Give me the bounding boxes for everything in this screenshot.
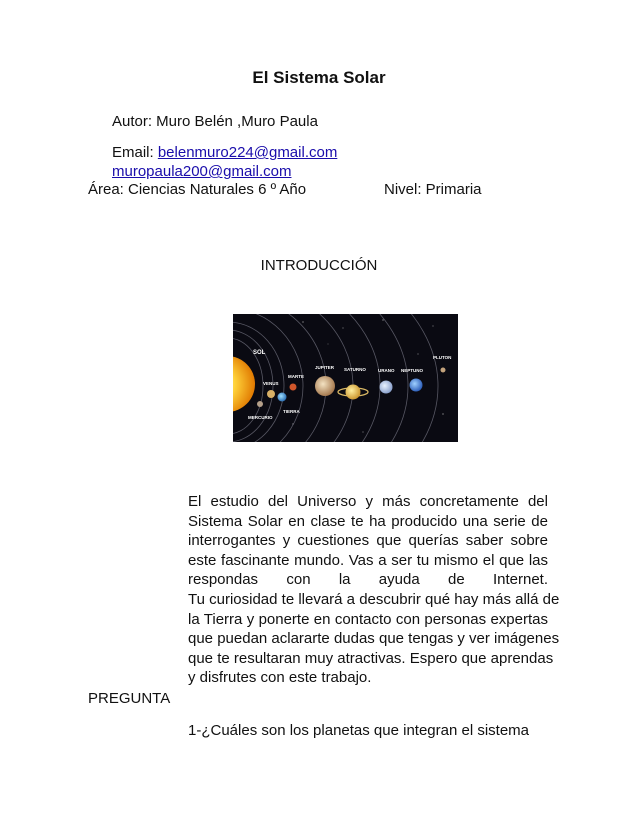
jupiter bbox=[315, 376, 335, 396]
author-line: Autor: Muro Belén ,Muro Paula bbox=[112, 113, 318, 130]
intro-line: respondas con la ayuda de Internet. bbox=[188, 571, 548, 589]
email-link-2[interactable]: muropaula200@gmail.com bbox=[112, 163, 292, 180]
mars bbox=[290, 384, 297, 391]
uranus bbox=[380, 381, 393, 394]
saturn bbox=[346, 385, 361, 400]
earth bbox=[278, 393, 287, 402]
intro-line: y disfrutes con este trabajo. bbox=[188, 669, 372, 687]
intro-paragraph bbox=[188, 492, 560, 688]
pregunta-label: PREGUNTA bbox=[88, 690, 171, 707]
label-marte: MARTE bbox=[288, 374, 304, 379]
label-venus: VENUS bbox=[263, 381, 279, 386]
label-pluton: PLUTON bbox=[433, 355, 452, 360]
venus bbox=[267, 390, 275, 398]
mercury bbox=[257, 401, 263, 407]
email-link-1[interactable]: belenmuro224@gmail.com bbox=[157, 144, 338, 161]
label-tierra: TIERRA bbox=[283, 409, 300, 414]
document-title: El Sistema Solar bbox=[252, 68, 386, 87]
intro-line: la Tierra y ponerte en contacto con personas expertas bbox=[188, 610, 548, 628]
neptune bbox=[410, 379, 423, 392]
label-jupiter: JUPITER bbox=[315, 365, 335, 370]
intro-line: El estudio del Universo y más concretamente del bbox=[188, 493, 548, 510]
intro-line: Sistema Solar en clase te ha producido una serie de bbox=[188, 512, 548, 530]
email-line bbox=[112, 144, 337, 161]
pluto bbox=[441, 368, 446, 373]
intro-line: Tu curiosidad te llevará a descubrir qué hay más allá de bbox=[188, 590, 560, 608]
intro-line: que puedan aclararte dudas que tengas y ver imágenes bbox=[188, 630, 560, 648]
intro-line: este fascinante mundo. Vas a ser tu mismo el que las bbox=[188, 551, 548, 569]
intro-line: que te resultaran muy atractivas. Espero que aprendas bbox=[188, 649, 554, 667]
label-sol: SOL bbox=[253, 350, 266, 356]
label-mercurio: MERCURIO bbox=[248, 415, 273, 420]
label-saturno: SATURNO bbox=[344, 367, 366, 372]
level-line: Nivel: Primaria bbox=[384, 181, 482, 198]
question-1: 1-¿Cuáles son los planetas que integran el sistema bbox=[188, 722, 530, 739]
solar-system-image bbox=[233, 314, 458, 442]
label-neptuno: NEPTUNO bbox=[401, 368, 424, 373]
area-line: Área: Ciencias Naturales 6 º Año bbox=[88, 181, 307, 198]
section-heading-introduccion: INTRODUCCIÓN bbox=[260, 257, 378, 274]
label-urano: URANO bbox=[378, 368, 395, 373]
intro-line: interrogantes y cuestiones que querías saber sobre bbox=[188, 532, 548, 550]
email-label: Email: bbox=[112, 144, 158, 161]
email-line-2 bbox=[112, 163, 291, 180]
